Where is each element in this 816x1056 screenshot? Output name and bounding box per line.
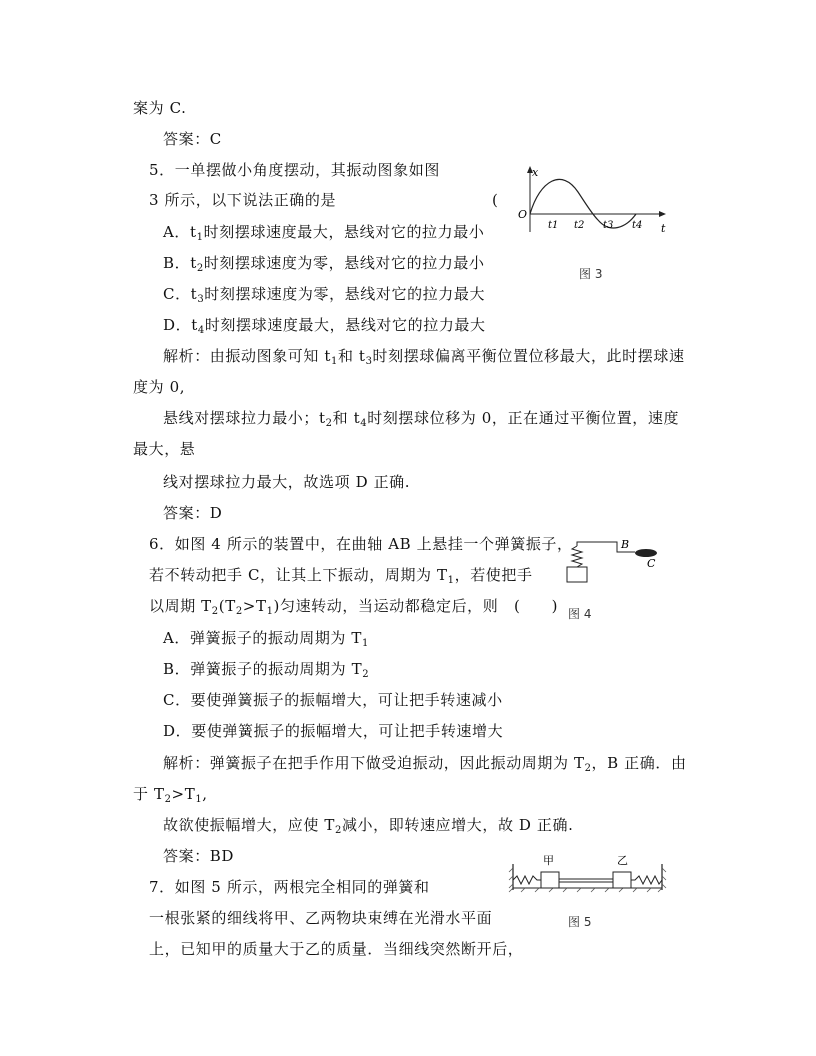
option-b: B．$t_2$时刻摆球速度为零，悬线对它的拉力最小 <box>163 254 485 274</box>
figure-4-caption: 图 4 <box>568 607 592 621</box>
question-7-line: 7．如图 5 所示，两根完全相同的弹簧和 <box>149 878 430 896</box>
text-line: 案为 C. <box>133 99 187 117</box>
analysis-line: 悬线对摆球拉力最小；$t_2$和 $t_4$时刻摆球位移为 0，正在通过平衡位置，速度 <box>163 409 680 429</box>
analysis-line: 度为 0, <box>133 378 186 396</box>
tick-t4: t4 <box>632 220 643 231</box>
block-jia <box>541 872 559 888</box>
question-5-line: 5．一单摆做小角度摆动，其振动图象如图 <box>149 161 440 179</box>
question-7-line: 一根张紧的细线将甲、乙两物块束缚在光滑水平面 <box>149 909 493 927</box>
analysis-line: 解析：由振动图象可知 $t_1$和 $t_3$时刻摆球偏离平衡位置位移最大，此时摆球速 <box>163 347 685 367</box>
option-c: C．要使弹簧振子的振幅增大，可让把手转速减小 <box>163 691 503 709</box>
analysis-line: 线对摆球拉力最大，故选项 D 正确. <box>163 473 411 491</box>
tick-t3: t3 <box>603 220 614 231</box>
figure-3-caption: 图 3 <box>579 267 603 281</box>
tick-t2: t2 <box>574 220 585 231</box>
figure-5-setup <box>505 850 670 895</box>
handle-c <box>635 549 657 557</box>
block <box>567 567 587 582</box>
option-d: D．要使弹簧振子的振幅增大，可让把手转速增大 <box>163 722 504 740</box>
analysis-line: 于 $T_2>T_1$, <box>133 785 208 805</box>
option-a: A．弹簧振子的振动周期为 $T_1$ <box>163 629 369 649</box>
block-yi <box>613 872 631 888</box>
analysis-line: 故欲使振幅增大，应使 $T_2$减小，即转速应增大，故 D 正确. <box>163 816 574 836</box>
question-5-line: 3 所示，以下说法正确的是 <box>149 191 337 209</box>
figure-4-device <box>555 532 665 590</box>
answer-line: 答案：C <box>163 130 222 148</box>
figure-5-caption: 图 5 <box>568 915 592 929</box>
label-b: B <box>621 538 630 551</box>
analysis-line: 最大，悬 <box>133 440 196 458</box>
answer-bracket: ( <box>492 191 499 209</box>
x-label: x <box>532 166 539 179</box>
figure-3-graph <box>510 162 670 237</box>
question-6-line: 以周期 $T_2(T_2>T_1)$匀速转动，当运动都稳定后，则 ( ) <box>149 597 559 617</box>
analysis-line: 解析：弹簧振子在把手作用下做受迫振动，因此振动周期为 $T_2$，B 正确．由 <box>163 754 687 774</box>
tick-t1: t1 <box>548 220 559 231</box>
option-c: C．$t_3$时刻摆球速度为零，悬线对它的拉力最大 <box>163 285 486 305</box>
answer-line: 答案：D <box>163 504 223 522</box>
question-7-line: 上，已知甲的质量大于乙的质量．当细线突然断开后， <box>149 940 524 958</box>
option-b: B．弹簧振子的振动周期为 $T_2$ <box>163 660 370 680</box>
t-axis-arrow-icon <box>659 211 666 217</box>
question-6-line: 6．如图 4 所示的装置中，在曲轴 AB 上悬挂一个弹簧振子， <box>149 535 573 553</box>
answer-line: 答案：BD <box>163 847 235 865</box>
option-a: A．$t_1$时刻摆球速度最大，悬线对它的拉力最小 <box>163 223 485 243</box>
label-yi: 乙 <box>617 854 628 867</box>
option-d: D．$t_4$时刻摆球速度最大，悬线对它的拉力最大 <box>163 316 486 336</box>
label-jia: 甲 <box>543 854 554 867</box>
origin-label: O <box>518 208 528 221</box>
question-6-line: 若不转动把手 C，让其上下振动，周期为 $T_1$，若使把手 <box>149 566 533 586</box>
left-spring-icon <box>513 876 541 884</box>
right-spring-icon <box>631 876 662 884</box>
spring-icon <box>572 546 582 567</box>
t-label: t <box>661 222 666 235</box>
label-c: C <box>647 557 656 570</box>
